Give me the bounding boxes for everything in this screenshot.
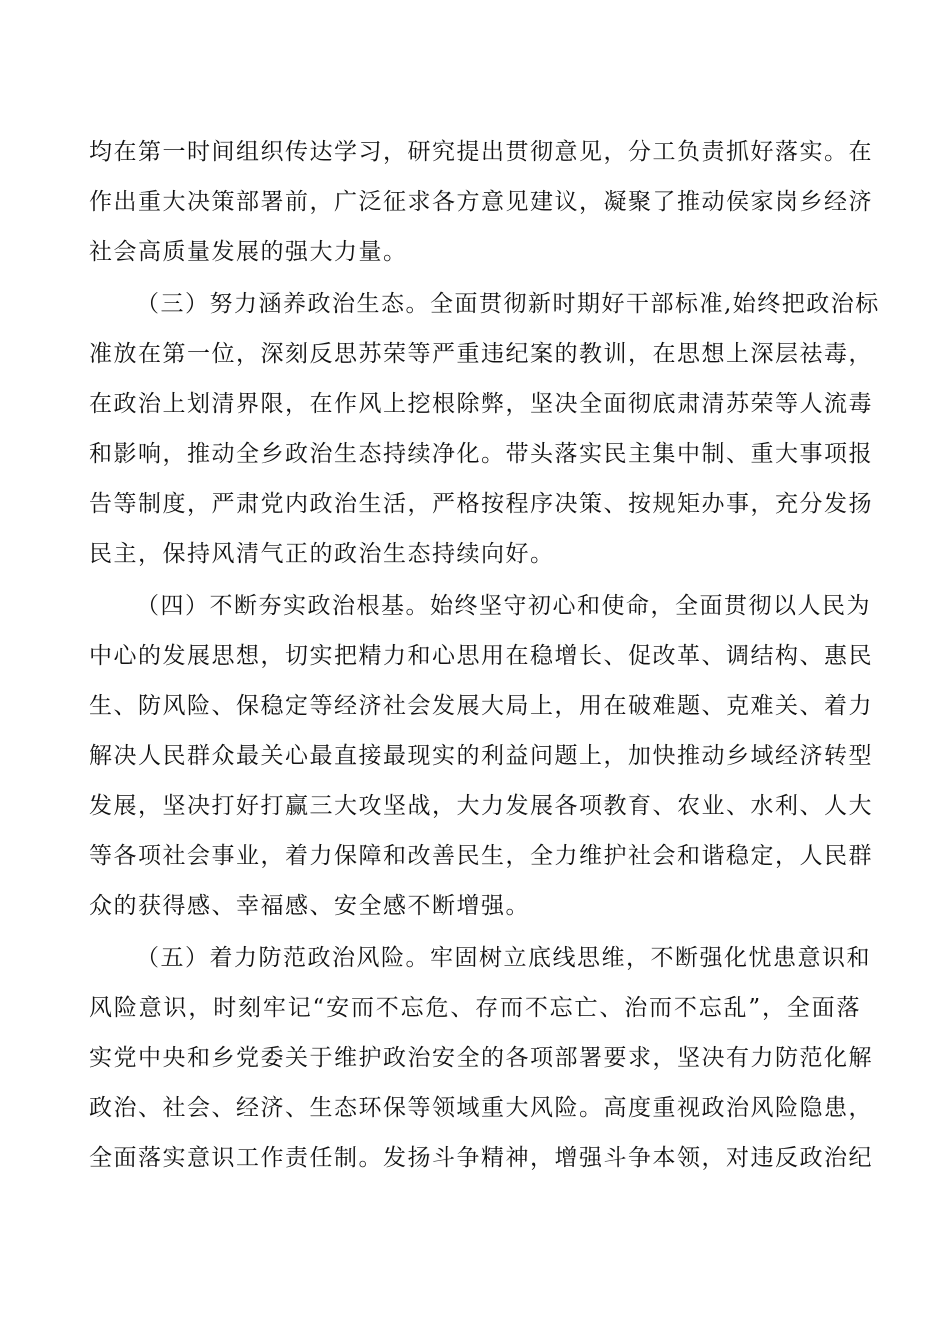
paragraph-3-line-6: 等各项社会事业，着力保障和改善民生，全力维护社会和谐稳定，人民群	[89, 843, 873, 869]
paragraph-4-line-5: 全面落实意识工作责任制。发扬斗争精神，增强斗争本领，对违反政治纪	[89, 1145, 873, 1171]
paragraph-3-line-7: 众的获得感、幸福感、安全感不断增强。	[89, 893, 530, 919]
paragraph-2-line-6: 民主，保持风清气正的政治生态持续向好。	[89, 541, 555, 567]
paragraph-3-line-2: 中心的发展思想，切实把精力和心思用在稳增长、促改革、调结构、惠民	[89, 643, 873, 669]
paragraph-3-line-3: 生、防风险、保稳定等经济社会发展大局上，用在破难题、克难关、着力	[89, 693, 873, 719]
paragraph-2-line-1: （三）努力涵养政治生态。全面贯彻新时期好干部标准,始终把政治标	[136, 291, 880, 317]
paragraph-3-line-5: 发展，坚决打好打赢三大攻坚战，大力发展各项教育、农业、水利、人大	[89, 793, 873, 819]
paragraph-4-line-4: 政治、社会、经济、生态环保等领域重大风险。高度重视政治风险隐患，	[89, 1095, 873, 1121]
paragraph-1-line-3: 社会高质量发展的强大力量。	[89, 239, 408, 265]
paragraph-4-line-1: （五）着力防范政治风险。牢固树立底线思维，不断强化忧患意识和	[136, 945, 871, 971]
paragraph-2-line-3: 在政治上划清界限，在作风上挖根除弊，坚决全面彻底肃清苏荣等人流毒	[89, 391, 873, 417]
paragraph-3-line-4: 解决人民群众最关心最直接最现实的利益问题上，加快推动乡域经济转型	[89, 743, 873, 769]
paragraph-1-line-1: 均在第一时间组织传达学习，研究提出贯彻意见，分工负责抓好落实。在	[89, 139, 873, 165]
paragraph-2-line-4: 和影响，推动全乡政治生态持续净化。带头落实民主集中制、重大事项报	[89, 441, 873, 467]
paragraph-3-line-1: （四）不断夯实政治根基。始终坚守初心和使命，全面贯彻以人民为	[136, 593, 871, 619]
paragraph-2-line-5: 告等制度，严肃党内政治生活，严格按程序决策、按规矩办事，充分发扬	[89, 491, 873, 517]
paragraph-4-line-2: 风险意识，时刻牢记“安而不忘危、存而不忘亡、治而不忘乱”，全面落	[89, 995, 861, 1021]
paragraph-2-line-2: 准放在第一位，深刻反思苏荣等严重违纪案的教训，在思想上深层祛毒，	[89, 341, 873, 367]
paragraph-4-line-3: 实党中央和乡党委关于维护政治安全的各项部署要求，坚决有力防范化解	[89, 1045, 873, 1071]
paragraph-1-line-2: 作出重大决策部署前，广泛征求各方意见建议，凝聚了推动侯家岗乡经济	[89, 189, 873, 215]
